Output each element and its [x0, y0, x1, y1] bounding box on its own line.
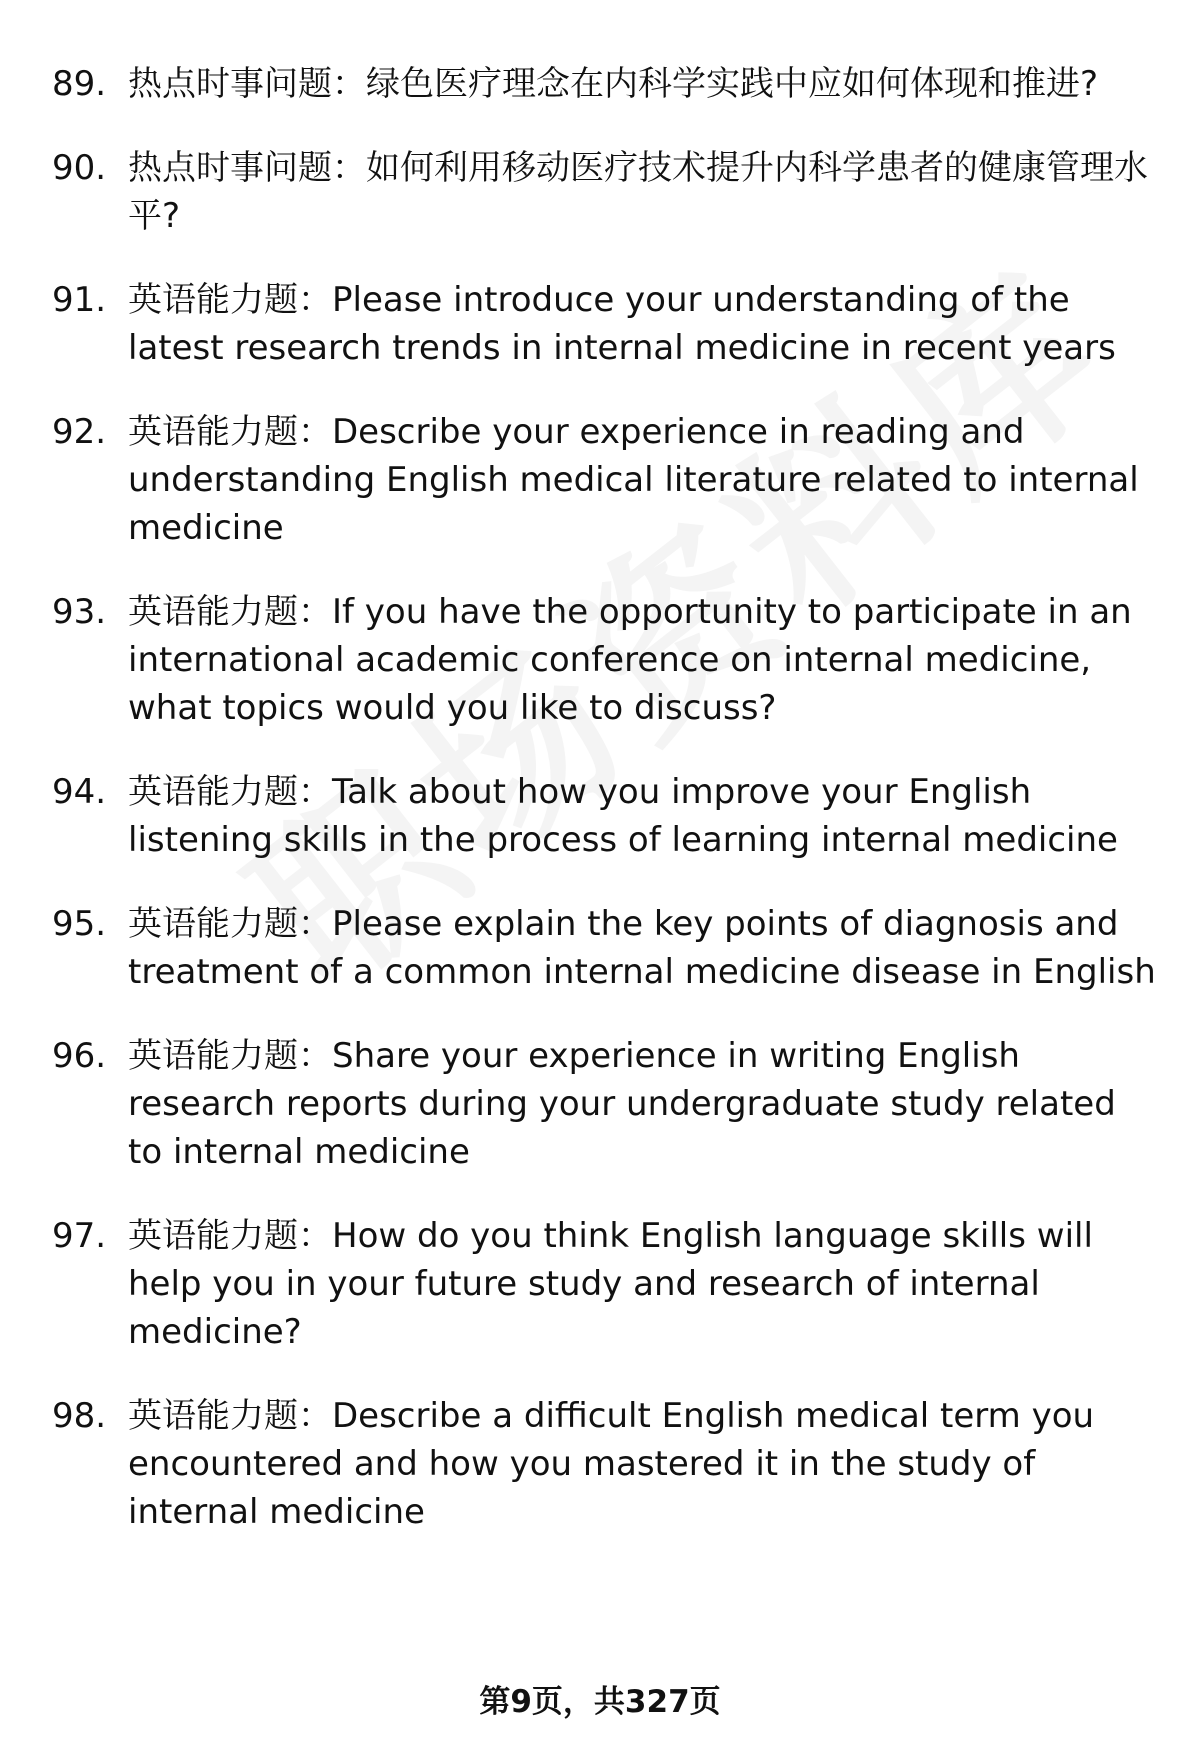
question-item [0, 276, 1200, 372]
question-item [0, 768, 1200, 864]
question-number: 91. [52, 280, 107, 320]
question-number: 92. [52, 412, 107, 452]
question-text: 英语能力题：Talk about how you improve your English listening skills in the process of learning internal medicine [128, 772, 1118, 860]
question-number: 98. [52, 1396, 107, 1436]
question-number: 95. [52, 904, 107, 944]
question-text: 英语能力题：Please introduce your understanding of the latest research trends in internal medicine in recent years [128, 280, 1116, 368]
question-number: 94. [52, 772, 107, 812]
question-item [0, 60, 1200, 108]
question-item [0, 1392, 1200, 1536]
question-number: 96. [52, 1036, 107, 1076]
question-text: 热点时事问题：绿色医疗理念在内科学实践中应如何体现和推进? [128, 64, 1099, 104]
question-number: 89. [52, 64, 107, 104]
question-item [0, 588, 1200, 732]
question-text: 英语能力题：If you have the opportunity to participate in an international academic conference on internal medicine, what topics would you like to discuss? [128, 592, 1132, 728]
question-item [0, 144, 1200, 240]
question-text: 热点时事问题：如何利用移动医疗技术提升内科学患者的健康管理水平? [128, 148, 1148, 236]
question-item [0, 408, 1200, 552]
question-text: 英语能力题：Describe a difficult English medical term you encountered and how you mastered it in the study of internal medicine [128, 1396, 1095, 1532]
page-footer: 第9页，共327页 [479, 1684, 721, 1720]
question-item [0, 1032, 1200, 1176]
question-text: 英语能力题：How do you think English language skills will help you in your future study and research of internal medicine? [128, 1216, 1093, 1352]
question-text: 英语能力题：Describe your experience in reading and understanding English medical literature related to internal medicine [128, 412, 1139, 548]
question-item [0, 1212, 1200, 1356]
question-list [0, 60, 1200, 1572]
question-number: 90. [52, 148, 107, 188]
question-text: 英语能力题：Share your experience in writing English research reports during your undergraduate study related to internal medicine [128, 1036, 1116, 1172]
question-item [0, 900, 1200, 996]
question-number: 97. [52, 1216, 107, 1256]
question-text: 英语能力题：Please explain the key points of diagnosis and treatment of a common internal medicine disease in English [128, 904, 1156, 992]
question-number: 93. [52, 592, 107, 632]
